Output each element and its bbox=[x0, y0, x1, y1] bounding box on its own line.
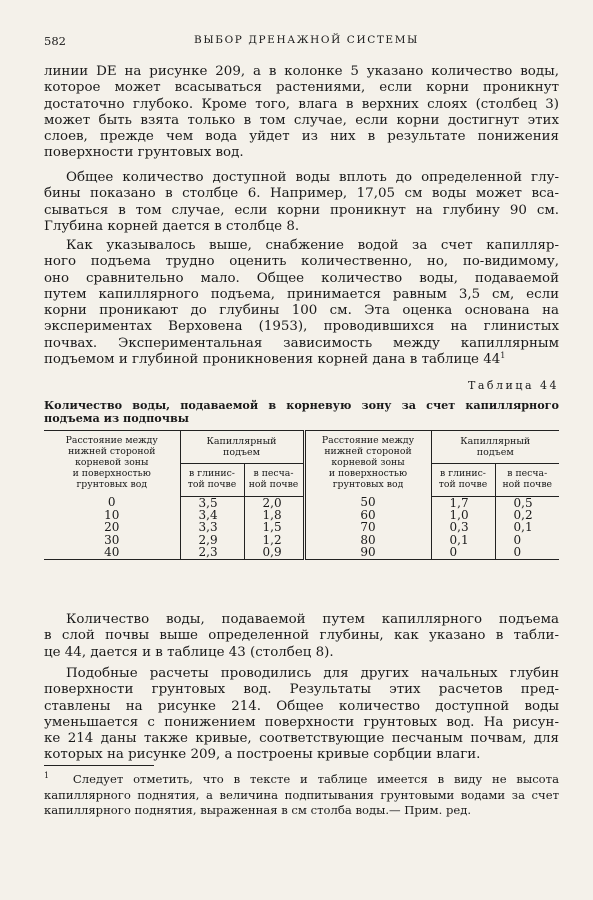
clay-cell: 3,4 bbox=[180, 509, 244, 521]
text-line: Глубина корней дается в столбце 8. bbox=[44, 218, 300, 234]
footnote bbox=[44, 772, 559, 819]
sand-cell: 0 bbox=[495, 534, 559, 546]
page-number: 582 bbox=[44, 34, 66, 48]
text-line-content: подъемом и глубиной проникновения корней дана в таблице 44 bbox=[44, 352, 501, 368]
text-line: корни проникают до глубины 100 см. Эта оценка основана на bbox=[44, 303, 559, 319]
table-row bbox=[44, 496, 559, 509]
sand-cell: 0,9 bbox=[244, 546, 304, 559]
footnote-line bbox=[44, 772, 559, 788]
sand-cell: 0,5 bbox=[495, 496, 559, 509]
clay-cell: 2,9 bbox=[180, 534, 244, 546]
text-line: уменьшается с понижением поверхности грунтовых вод. На рисун- bbox=[44, 714, 559, 730]
header-line: той почве bbox=[438, 479, 488, 491]
text-line: экспериментах Верховена (1953), проводившихся на глинистых bbox=[44, 319, 559, 335]
clay-cell: 0,1 bbox=[431, 534, 495, 546]
footnote-line: капиллярного поднятия, выраженная в см столба воды.— Прим. ред. bbox=[44, 803, 472, 817]
text-line: ке 214 даны также кривые, соответствующие песчаным почвам, для bbox=[44, 731, 559, 747]
header-line: нижней стороной bbox=[324, 446, 412, 457]
text-line: в слой почвы выше определенной глубины, как указано в табли- bbox=[44, 628, 559, 644]
footnote-line: капиллярного поднятия, а величина подпитывания грунтовыми водами за счет bbox=[44, 787, 559, 802]
sand-cell: 1,8 bbox=[244, 509, 304, 521]
header-line: корневой зоны bbox=[75, 457, 149, 468]
table-caption-line: подъема из подпочвы bbox=[44, 411, 189, 425]
text-line: оно сравнительно мало. Общее количество воды, подаваемой bbox=[44, 270, 559, 286]
sand-cell: 2,0 bbox=[244, 496, 304, 509]
header-line: и поверхностью bbox=[72, 468, 151, 479]
text-line: путем капиллярного подъема, принимается равным 3,5 см, если bbox=[44, 286, 559, 302]
text-line: которое может всасываться растениями, если корни проникнут bbox=[44, 80, 559, 96]
table-caption bbox=[44, 399, 559, 425]
clay-cell: 3,3 bbox=[180, 521, 244, 533]
header-line: Расстояние между bbox=[65, 435, 158, 446]
header-sand-right bbox=[495, 463, 559, 496]
header-line: Капиллярный bbox=[460, 436, 531, 448]
header-line: в песча- bbox=[253, 468, 294, 480]
paragraph-3 bbox=[44, 238, 559, 368]
text-line: сываться в том случае, если корни проникнут на глубину 90 см. bbox=[44, 202, 559, 218]
header-line: в глинис- bbox=[440, 468, 486, 480]
sand-cell: 0,2 bbox=[495, 509, 559, 521]
distance-cell: 80 bbox=[304, 534, 431, 546]
distance-cell: 20 bbox=[104, 520, 120, 535]
clay-cell: 1,0 bbox=[431, 509, 495, 521]
distance-cell: 10 bbox=[104, 507, 120, 522]
text-line: почвах. Экспериментальная зависимость между капиллярным bbox=[44, 335, 559, 351]
table-row bbox=[44, 521, 559, 533]
header-capillary-right bbox=[431, 431, 559, 464]
table-row bbox=[44, 509, 559, 521]
clay-cell: 3,5 bbox=[180, 496, 244, 509]
text-line: может быть взята только в том случае, если корни достигнут этих bbox=[44, 112, 559, 128]
header-distance-right bbox=[304, 431, 431, 497]
header-sand-left bbox=[244, 463, 304, 496]
paragraph-2 bbox=[44, 170, 559, 235]
header-line: подъем bbox=[476, 447, 514, 459]
text-line: Общее количество доступной воды вплоть до определенной глу- bbox=[66, 170, 559, 185]
header-line: ной почве bbox=[248, 479, 299, 491]
footnote-ref: 1 bbox=[500, 351, 506, 361]
text-line: Количество воды, подаваемой путем капиллярного подъема bbox=[66, 612, 559, 627]
clay-cell: 1,7 bbox=[431, 496, 495, 509]
header-clay-right bbox=[431, 463, 495, 496]
running-title: ВЫБОР ДРЕНАЖНОЙ СИСТЕМЫ bbox=[194, 34, 419, 46]
table-row bbox=[44, 534, 559, 546]
header-line: Капиллярный bbox=[206, 436, 277, 448]
footnote-marker: 1 bbox=[44, 771, 50, 780]
sand-cell: 0 bbox=[495, 546, 559, 559]
header-line: подъем bbox=[223, 447, 260, 459]
text-line: поверхности грунтовых вод. Результаты этих расчетов пред- bbox=[44, 682, 559, 698]
header-line: ной почве bbox=[502, 479, 553, 491]
paragraph-4 bbox=[44, 612, 559, 661]
header-line: Расстояние между bbox=[321, 435, 415, 446]
header-line: корневой зоны bbox=[331, 457, 405, 468]
footnote-rule bbox=[44, 765, 154, 766]
data-table bbox=[44, 430, 559, 560]
sand-cell: 0,1 bbox=[495, 521, 559, 533]
text-line: слоев, прежде чем вода уйдет из них в результате понижения bbox=[44, 129, 559, 145]
footnote-text: Следует отметить, что в тексте и таблице имеется в виду не высота bbox=[63, 772, 559, 786]
text-line: це 44, дается и в таблице 43 (столбец 8). bbox=[44, 644, 334, 660]
distance-cell: 50 bbox=[304, 496, 431, 509]
text-line: Подобные расчеты проводились для других начальных глубин bbox=[66, 666, 559, 681]
table-row bbox=[44, 546, 559, 559]
distance-cell: 30 bbox=[104, 532, 120, 547]
distance-cell: 60 bbox=[304, 509, 431, 521]
sand-cell: 1,5 bbox=[244, 521, 304, 533]
distance-cell: 0 bbox=[107, 495, 116, 510]
header-line: в глинис- bbox=[189, 468, 235, 480]
distance-cell: 70 bbox=[304, 521, 431, 533]
clay-cell: 0,3 bbox=[431, 521, 495, 533]
clay-cell: 0 bbox=[431, 546, 495, 559]
page-header bbox=[44, 34, 561, 52]
header-line: в песча- bbox=[507, 468, 548, 480]
distance-cell: 90 bbox=[304, 546, 431, 559]
header-line: нижней стороной bbox=[68, 446, 156, 457]
paragraph-5 bbox=[44, 666, 559, 764]
header-line: той почве bbox=[187, 479, 237, 491]
table-caption-line: Количество воды, подаваемой в корневую зону за счет капиллярного bbox=[44, 398, 559, 412]
text-line: поверхности грунтовых вод. bbox=[44, 145, 244, 161]
sand-cell: 1,2 bbox=[244, 534, 304, 546]
text-line: которых на рисунке 209, а построены кривые сорбции влаги. bbox=[44, 747, 481, 763]
header-line: грунтовых вод bbox=[76, 479, 148, 490]
table-label: Таблица 44 bbox=[468, 379, 559, 392]
header-distance-left bbox=[44, 431, 180, 497]
clay-cell: 2,3 bbox=[180, 546, 244, 559]
text-line: Как указывалось выше, снабжение водой за счет капилляр- bbox=[66, 238, 559, 253]
header-clay-left bbox=[180, 463, 244, 496]
text-line: ного подъема трудно оценить количественно, но, по-видимому, bbox=[44, 254, 559, 270]
text-line: бины показано в столбце 6. Например, 17,05 см воды может вса- bbox=[44, 186, 559, 202]
text-line: ставлены на рисунке 214. Общее количество доступной воды bbox=[44, 698, 559, 714]
text-line: достаточно глубоко. Кроме того, влага в верхних слоях (столбец 3) bbox=[44, 96, 559, 112]
distance-cell: 40 bbox=[44, 546, 180, 559]
text-line bbox=[44, 352, 559, 368]
text-line: линии DE на рисунке 209, а в колонке 5 указано количество воды, bbox=[44, 64, 559, 79]
header-line: грунтовых вод bbox=[332, 479, 404, 490]
paragraph-1 bbox=[44, 64, 559, 162]
header-capillary-left bbox=[180, 431, 304, 464]
header-line: и поверхностью bbox=[328, 468, 408, 479]
